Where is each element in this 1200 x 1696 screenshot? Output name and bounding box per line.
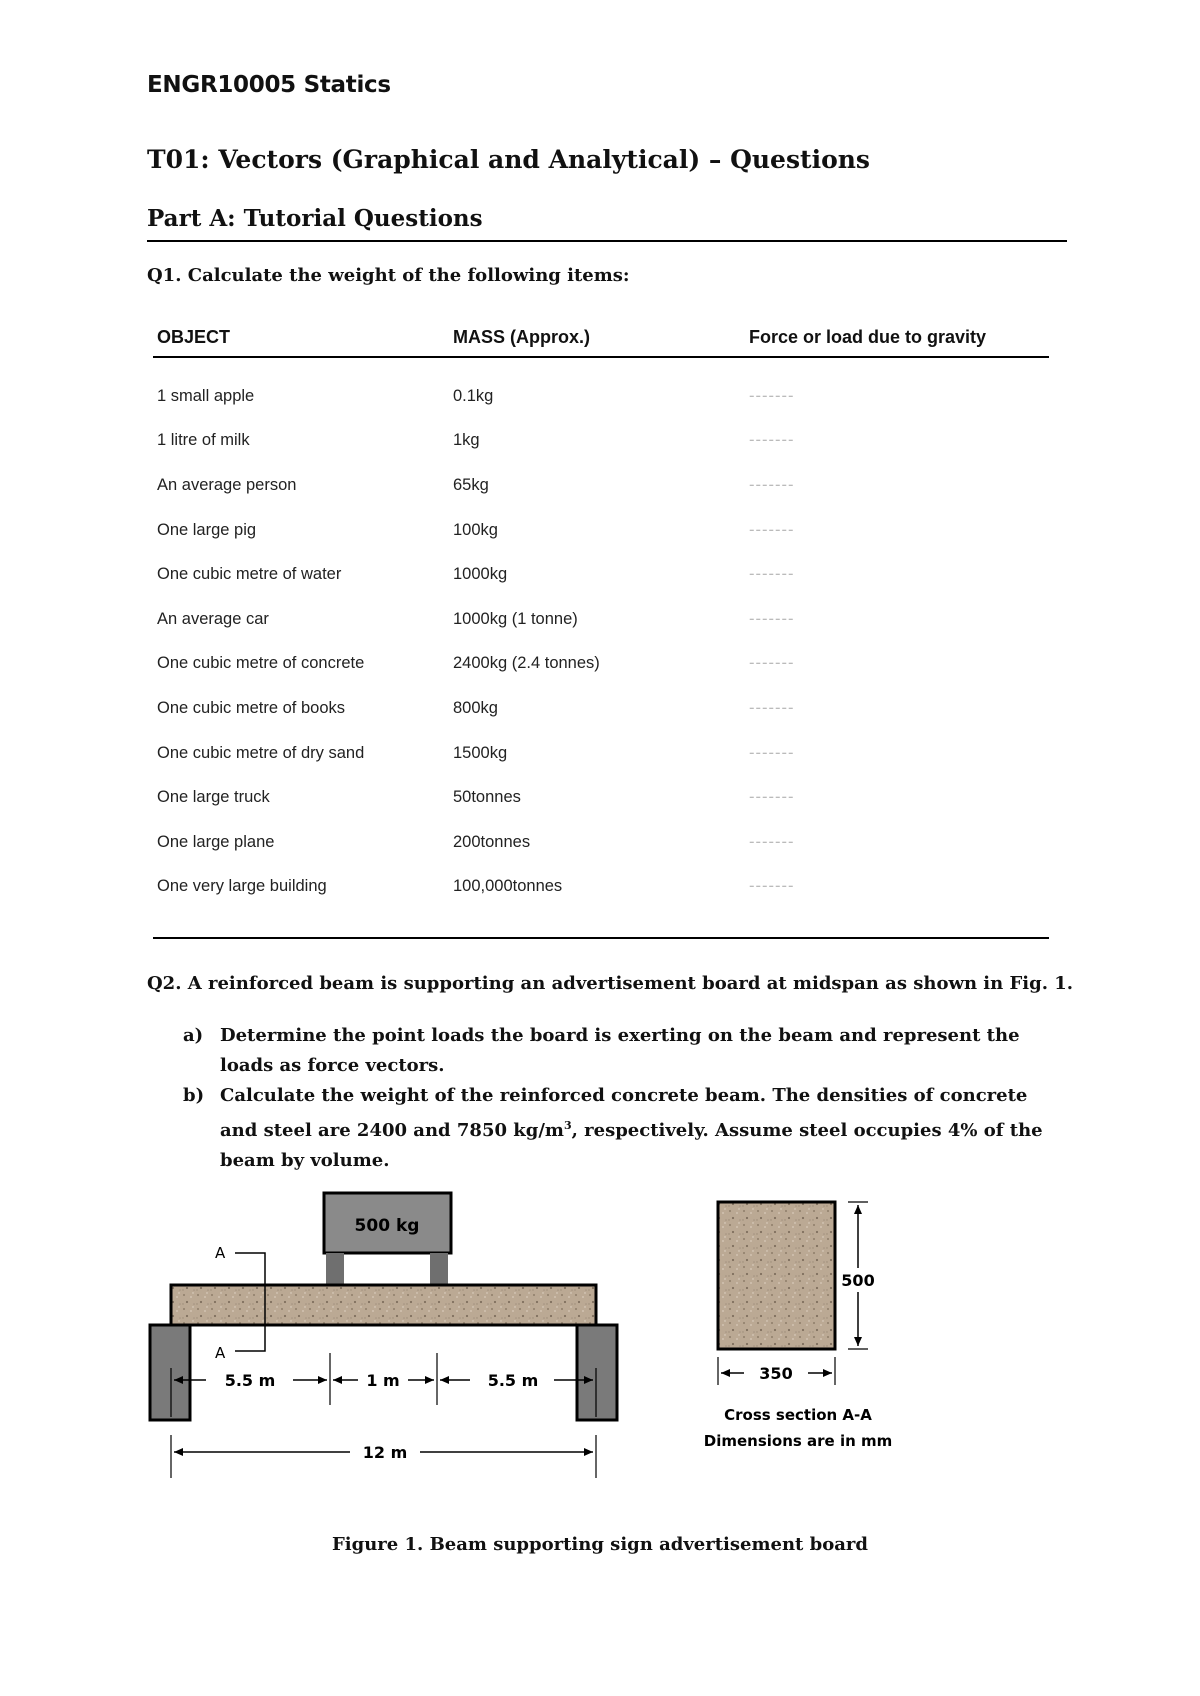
dim-mid-label: 1 m (366, 1371, 400, 1390)
table-row (153, 508, 1049, 553)
mass-table (153, 318, 1049, 909)
cell-force: ------- (749, 698, 795, 717)
cell-force: ------- (749, 609, 795, 628)
table-row (153, 775, 1049, 820)
subquestion-b-letter: b) (183, 1085, 205, 1106)
column-header-force: Force or load due to gravity (745, 318, 1049, 357)
cell-mass: 1500kg (453, 743, 508, 762)
question-1-prompt: Q1. Calculate the weight of the following items: (147, 265, 630, 286)
concrete-beam (171, 1285, 596, 1325)
section-heading: Part A: Tutorial Questions (147, 205, 483, 232)
subquestion-b-text (220, 1081, 1070, 1176)
cell-force: ------- (749, 431, 795, 450)
cell-mass: 1000kg (1 tonne) (453, 609, 578, 628)
cell-object: One large plane (157, 832, 275, 851)
cell-object: An average person (157, 475, 297, 494)
cell-force: ------- (749, 475, 795, 494)
left-support (150, 1325, 190, 1420)
cell-object: One cubic metre of concrete (157, 654, 365, 673)
cell-force: ------- (749, 877, 795, 896)
cell-object: 1 small apple (157, 386, 255, 405)
cell-mass: 65kg (453, 475, 489, 494)
cell-mass: 800kg (453, 698, 498, 717)
cell-object: One large pig (157, 520, 257, 539)
table-row (153, 552, 1049, 597)
cell-object: 1 litre of milk (157, 431, 250, 450)
table-row (153, 419, 1049, 464)
table-bottom-rule (153, 937, 1049, 939)
cell-force: ------- (749, 654, 795, 673)
section-mark-bottom: A (215, 1344, 226, 1362)
cell-mass: 100,000tonnes (453, 877, 563, 896)
section-mark-top: A (215, 1244, 226, 1262)
cubic-superscript: 3 (563, 1119, 572, 1132)
cell-mass: 50tonnes (453, 788, 521, 807)
section-units: Dimensions are in mm (703, 1432, 893, 1450)
figure-caption: Figure 1. Beam supporting sign advertisement board (332, 1534, 868, 1555)
question-2-prompt: Q2. A reinforced beam is supporting an advertisement board at midspan as shown in Fig. 1. (147, 973, 1074, 994)
cell-force: ------- (749, 386, 795, 405)
table-row (153, 597, 1049, 642)
table-row (153, 820, 1049, 865)
column-header-object: OBJECT (153, 318, 449, 357)
subquestion-b-text-part1: Calculate the weight of the reinforced concrete beam. The densities of concrete and steel are 2400 and 7850 kg/m (220, 1085, 1028, 1141)
cell-mass: 2400kg (2.4 tonnes) (453, 654, 600, 673)
subquestion-b-text-part2: , respectively. Assume steel occupies 4% of the beam by volume. (220, 1120, 1043, 1171)
table-row (153, 463, 1049, 508)
cell-force: ------- (749, 565, 795, 584)
cell-mass: 1kg (453, 431, 480, 450)
section-width-label: 350 (759, 1364, 793, 1383)
cell-object: An average car (157, 609, 269, 628)
cell-force: ------- (749, 788, 795, 807)
cell-force: ------- (749, 520, 795, 539)
cell-object: One cubic metre of dry sand (157, 743, 365, 762)
subquestion-a-letter: a) (183, 1025, 204, 1046)
table-row (153, 865, 1049, 910)
dim-right-label: 5.5 m (487, 1371, 539, 1390)
cell-force: ------- (749, 832, 795, 851)
board-leg-right (430, 1253, 448, 1285)
heading-divider (147, 240, 1067, 242)
cell-object: One very large building (157, 877, 327, 896)
table-header-row (153, 318, 1049, 357)
cell-mass: 0.1kg (453, 386, 494, 405)
page-title: T01: Vectors (Graphical and Analytical) – Questions (147, 145, 871, 174)
cell-force: ------- (749, 743, 795, 762)
table-row (153, 686, 1049, 731)
board-mass-label: 500 kg (354, 1216, 420, 1236)
cell-mass: 200tonnes (453, 832, 531, 851)
cell-mass: 100kg (453, 520, 498, 539)
column-header-mass: MASS (Approx.) (449, 318, 745, 357)
cell-object: One cubic metre of water (157, 565, 342, 584)
course-title: ENGR10005 Statics (147, 72, 391, 98)
dim-left-label: 5.5 m (224, 1371, 276, 1390)
table-row (153, 731, 1049, 776)
cell-mass: 1000kg (453, 565, 508, 584)
right-support (577, 1325, 617, 1420)
dim-total-label: 12 m (362, 1443, 408, 1462)
table-row (153, 357, 1049, 419)
table-row (153, 642, 1049, 687)
cross-section-rectangle (718, 1202, 835, 1349)
subquestion-a-text: Determine the point loads the board is exerting on the beam and represent the loads as force vectors. (220, 1025, 1020, 1076)
beam-figure (140, 1180, 900, 1480)
section-title: Cross section A-A (724, 1406, 872, 1424)
cell-object: One cubic metre of books (157, 698, 346, 717)
board-leg-left (326, 1253, 344, 1285)
section-height-label: 500 (841, 1271, 875, 1290)
cell-object: One large truck (157, 788, 270, 807)
